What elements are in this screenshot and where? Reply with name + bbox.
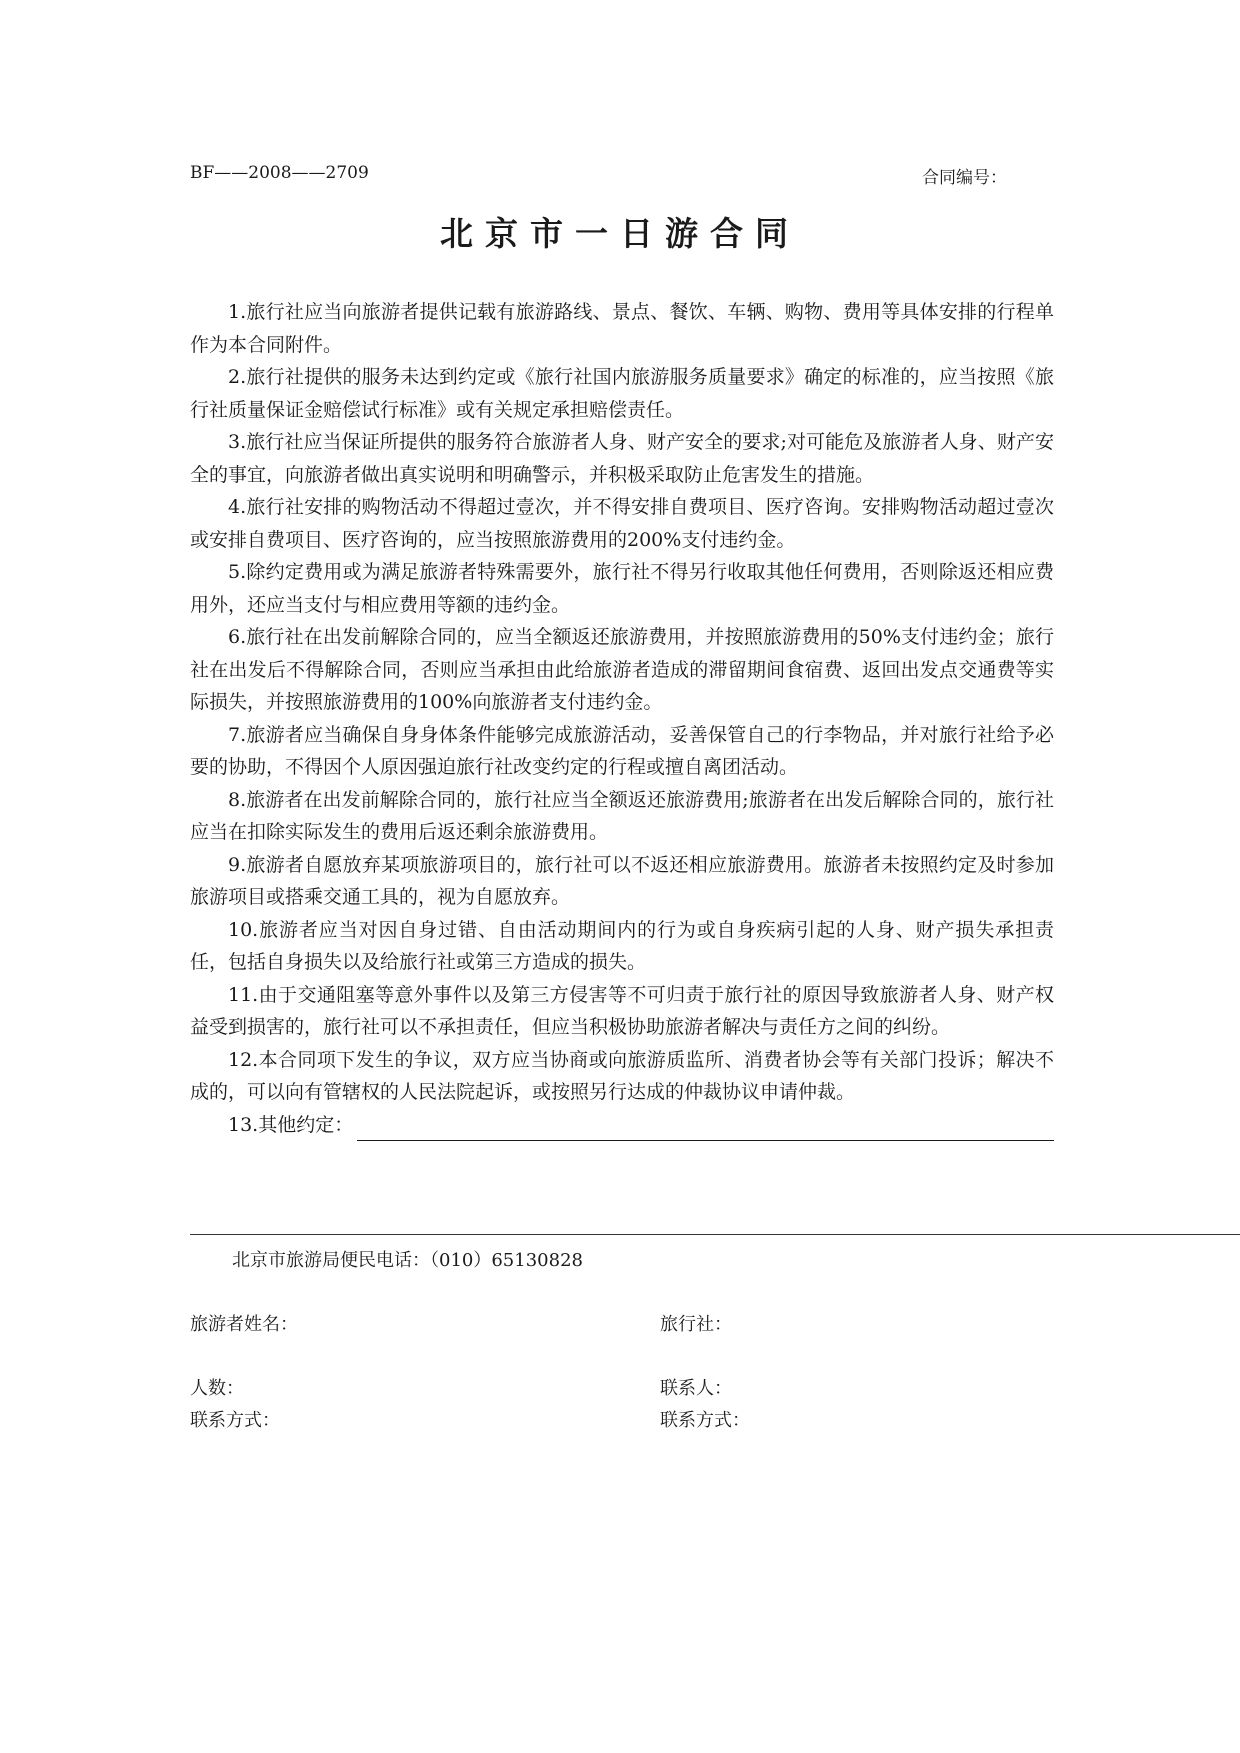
clause-4: 4.旅行社安排的购物活动不得超过壹次，并不得安排自费项目、医疗咨询。安排购物活动超过壹次或安排自费项目、医疗咨询的，应当按照旅游费用的200%支付违约金。 <box>190 496 1054 551</box>
clause-9: 9.旅游者自愿放弃某项旅游项目的，旅行社可以不返还相应旅游费用。旅游者未按照约定及时参加旅游项目或搭乘交通工具的，视为自愿放弃。 <box>190 853 1054 908</box>
other-agreement-blank[interactable] <box>357 1116 1054 1141</box>
clause-2: 2.旅行社提供的服务未达到约定或《旅行社国内旅游服务质量要求》确定的标准的，应当按照《旅行社质量保证金赔偿试行标准》或有关规定承担赔偿责任。 <box>190 366 1054 421</box>
clause-13 <box>190 1109 1054 1142</box>
header-row <box>190 163 1020 187</box>
clause-list <box>190 296 1054 1141</box>
agency-label: 旅行社： <box>660 1314 732 1335</box>
document-code: BF——2008——2709 <box>190 163 369 183</box>
clause-3: 3.旅行社应当保证所提供的服务符合旅游者人身、财产安全的要求;对可能危及旅游者人身、财产安全的事宜，向旅游者做出真实说明和明确警示，并积极采取防止危害发生的措施。 <box>190 431 1054 486</box>
clause-10: 10.旅游者应当对因自身过错、自由活动期间内的行为或自身疾病引起的人身、财产损失承担责任，包括自身损失以及给旅行社或第三方造成的损失。 <box>190 918 1054 973</box>
contract-title: 北京市一日游合同 <box>440 214 800 253</box>
clause-11: 11.由于交通阻塞等意外事件以及第三方侵害等不可归责于旅行社的原因导致旅游者人身、财产权益受到损害的，旅行社可以不承担责任，但应当积极协助旅游者解决与责任方之间的纠纷。 <box>190 983 1054 1038</box>
people-count-label: 人数： <box>190 1378 244 1399</box>
clause-12: 12.本合同项下发生的争议，双方应当协商或向旅游质监所、消费者协会等有关部门投诉；解决不成的，可以向有管辖权的人民法院起诉，或按照另行达成的仲裁协议申请仲裁。 <box>190 1048 1054 1103</box>
tourist-contact-label: 联系方式： <box>190 1410 280 1431</box>
clause-8: 8.旅游者在出发前解除合同的，旅行社应当全额返还旅游费用;旅游者在出发后解除合同的，旅行社应当在扣除实际发生的费用后返还剩余旅游费用。 <box>190 788 1054 843</box>
clause-1: 1.旅行社应当向旅游者提供记载有旅游路线、景点、餐饮、车辆、购物、费用等具体安排的行程单作为本合同附件。 <box>190 301 1054 356</box>
contact-person-label: 联系人： <box>660 1378 732 1399</box>
clause-6: 6.旅行社在出发前解除合同的，应当全额返还旅游费用，并按照旅游费用的50%支付违约金；旅行社在出发后不得解除合同，否则应当承担由此给旅游者造成的滞留期间食宿费、返回出发点交通费等实际损失，并按照旅游费用的100%向旅游者支付违约金。 <box>190 626 1054 713</box>
section-divider <box>190 1234 1240 1235</box>
tourist-name-label: 旅游者姓名： <box>190 1314 298 1335</box>
other-agreement-label: 13.其他约定： <box>228 1113 354 1136</box>
tourism-hotline: 北京市旅游局便民电话：（010）65130828 <box>232 1250 583 1271</box>
agency-contact-label: 联系方式： <box>660 1410 750 1431</box>
contract-number-label: 合同编号： <box>922 168 1007 188</box>
clause-5: 5.除约定费用或为满足旅游者特殊需要外，旅行社不得另行收取其他任何费用，否则除返还相应费用外，还应当支付与相应费用等额的违约金。 <box>190 561 1054 616</box>
clause-7: 7.旅游者应当确保自身身体条件能够完成旅游活动，妥善保管自己的行李物品，并对旅行社给予必要的协助，不得因个人原因强迫旅行社改变约定的行程或擅自离团活动。 <box>190 723 1054 778</box>
